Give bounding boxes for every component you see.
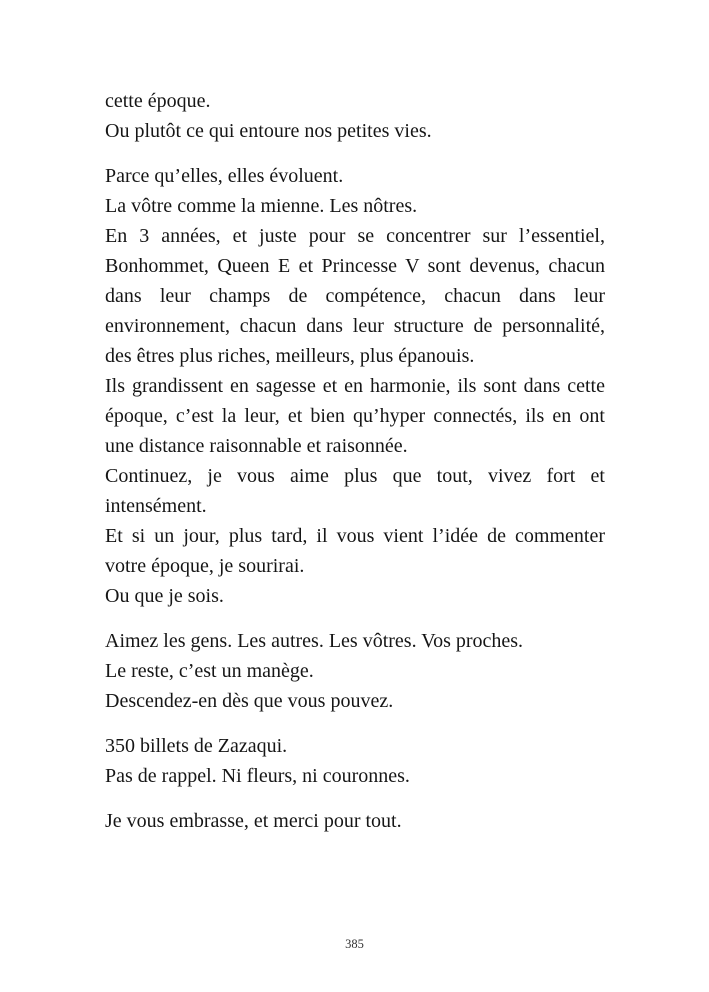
paragraph: Le reste, c’est un manège. xyxy=(105,660,314,682)
paragraph: La vôtre comme la mienne. Les nôtres. xyxy=(105,195,418,217)
paragraph: Descendez-en dès que vous pouvez. xyxy=(105,690,394,712)
paragraph-block xyxy=(105,161,605,611)
paragraph: Ils grandissent en sagesse et en harmonie, ils sont dans cette époque, c’est la leur, et bien qu’hyper connectés, ils en ont une distance raisonnable et raisonnée. xyxy=(105,375,605,457)
paragraph: Et si un jour, plus tard, il vous vient l’idée de commenter votre époque, je sourirai. xyxy=(105,525,605,577)
paragraph: Ou plutôt ce qui entoure nos petites vies. xyxy=(105,120,432,142)
paragraph: 350 billets de Zazaqui. xyxy=(105,735,288,757)
paragraph: En 3 années, et juste pour se concentrer sur l’essentiel, Bonhommet, Queen E et Princesse V sont devenus, chacun dans leur champs de compétence, chacun dans leur environnement, chacun dans leur structure de personnalité, des êtres plus riches, meilleurs, plus épanouis. xyxy=(105,225,605,367)
paragraph: Pas de rappel. Ni fleurs, ni couronnes. xyxy=(105,765,410,787)
paragraph: Aimez les gens. Les autres. Les vôtres. Vos proches. xyxy=(105,630,524,652)
paragraph: Parce qu’elles, elles évoluent. xyxy=(105,165,344,187)
paragraph-block xyxy=(105,626,605,716)
text-body xyxy=(105,86,605,836)
paragraph: cette époque. xyxy=(105,90,211,112)
paragraph-block xyxy=(105,86,605,146)
paragraph: Je vous embrasse, et merci pour tout. xyxy=(105,810,402,832)
paragraph-block xyxy=(105,731,605,791)
paragraph: Ou que je sois. xyxy=(105,585,224,607)
paragraph-block xyxy=(105,806,605,836)
page-number: 385 xyxy=(345,937,364,951)
paragraph: Continuez, je vous aime plus que tout, vivez fort et intensément. xyxy=(105,465,605,517)
